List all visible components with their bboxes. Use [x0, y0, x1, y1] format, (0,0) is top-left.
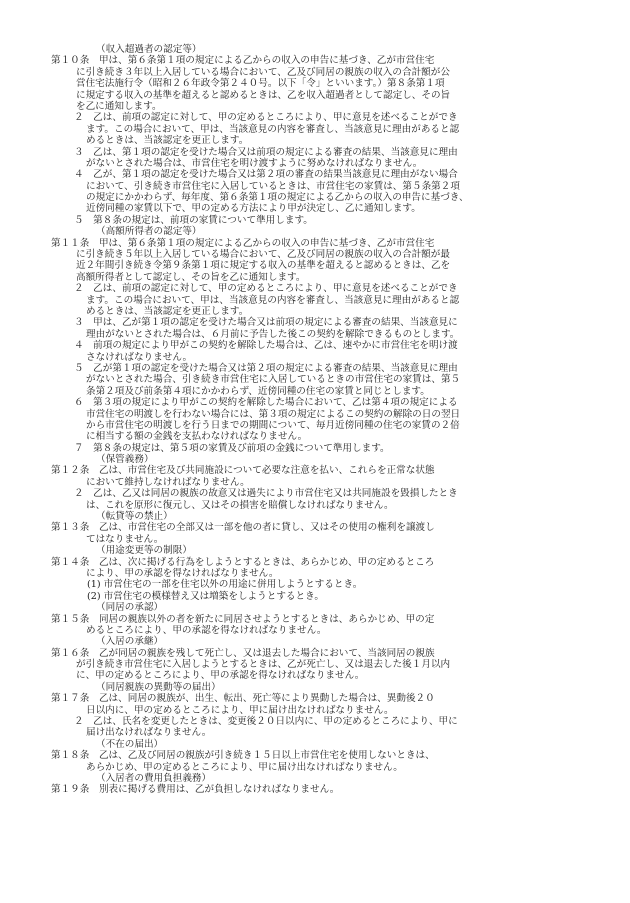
- continuation-line: において維持しなければなりません。: [86, 476, 250, 488]
- numbered-paragraph-line: ２ 乙は、乙又は同居の親族の故意又は過失により市営住宅又は共同施設を毀損したとき: [74, 488, 458, 500]
- continuation-line: てはなりません。: [86, 533, 164, 545]
- continuation-line: により、甲の承認を得なければなりません。: [86, 567, 279, 579]
- article-heading-line: 第１１条 甲は、第６条第１項の規定による乙からの収入の申告に基づき、乙が市営住宅: [51, 237, 435, 249]
- continuation-line: 届け出なければなりません。: [86, 727, 212, 739]
- numbered-paragraph-line: ４ 乙が、第１項の認定を受けた場合又は第２項の審査の結果当該意見に理由がない場合: [74, 169, 458, 181]
- continuation-line: に相当する額の金銭を支払わなければなりません。: [86, 431, 308, 443]
- continuation-line: さなければなりません。: [86, 351, 193, 363]
- article-caption: （入居者の費用負担義務）: [96, 773, 212, 784]
- text-line: に引き続き３年以上入居している場合において、乙及び同居の親族の収入の合計額が公: [76, 66, 450, 78]
- article-heading-line: 第１８条 乙は、乙及び同居の親族が引き続き１５日以上市営住宅を使用しないときは、: [51, 750, 435, 762]
- article-heading-line: 第１０条 甲は、第６条第１項の規定による乙からの収入の申告に基づき、乙が市営住宅: [51, 55, 435, 67]
- list-item: (2) 市営住宅の模様替え又は増築をしようとするとき。: [87, 590, 324, 602]
- numbered-paragraph-line: ４ 前項の規定により甲がこの契約を解除した場合は、乙は、速やかに市営住宅を明け渡: [74, 340, 458, 352]
- article-caption: （転貸等の禁止）: [96, 511, 173, 523]
- article-caption: （同居親族の異動等の届出）: [96, 681, 221, 693]
- continuation-line: がないとされた場合は、市営住宅を明け渡すように努めなければなりません。: [86, 157, 423, 169]
- continuation-line: めるところにより、甲の承認を得なければなりません。: [86, 624, 327, 636]
- continuation-line: ます。この場合において、甲は、当該意見の内容を審査し、当該意見に理由があると認: [86, 294, 460, 306]
- article-heading-line: 第１２条 乙は、市営住宅及び共同施設について必要な注意を払い、これらを正常な状態: [51, 465, 435, 477]
- numbered-paragraph-line: ２ 乙は、前項の認定に対して、甲の定めるところにより、甲に意見を述べることができ: [74, 283, 458, 295]
- numbered-paragraph-line: ３ 甲は、乙が第１項の認定を受けた場合又は前項の規定による審査の結果、当該意見に: [74, 317, 458, 329]
- article-heading-line: 第１９条 別表に掲げる費用は、乙が負担しなければなりません。: [51, 784, 340, 796]
- article-caption: （保管義務）: [96, 454, 154, 466]
- article-heading-line: 第１３条 乙は、市営住宅の全部又は一部を他の者に貸し、又はその使用の権利を譲渡し: [51, 522, 435, 534]
- continuation-line: あらかじめ、甲の定めるところにより、甲に届け出なければなりません。: [86, 761, 403, 773]
- text-line: に引き続き５年以上入居している場合において、乙及び同居の親族の収入の合計額が最: [76, 249, 450, 261]
- text-line: に規定する収入の基準を超えると認めるときは、乙を収入超過者として認定し、その旨: [76, 89, 451, 101]
- continuation-line: は、これを原形に復元し、又はその損害を賠償しなければなりません。: [86, 499, 394, 511]
- text-line: 高額所得者として認定し、その旨を乙に通知します。: [76, 271, 306, 283]
- contract-document-body: [51, 44, 558, 796]
- continuation-line: めるときは、当該認定を更正します。: [86, 305, 249, 317]
- article-caption: （同居の承認）: [96, 602, 164, 614]
- continuation-line: の規定にかかわらず、毎年度、第６条第１項の規定による乙からの収入の申告に基づき、: [86, 192, 469, 204]
- numbered-paragraph-line: ７ 第８条の規定は、第５項の家賃及び前項の金銭について準用します。: [74, 442, 390, 454]
- continuation-line: から市営住宅の明渡しを行う日までの期間について、毎月近傍同種の住宅の家賃の２倍: [86, 419, 460, 431]
- article-caption: （不在の届出）: [96, 738, 164, 750]
- continuation-line: めるときは、当該認定を更正します。: [86, 135, 249, 147]
- continuation-line: がないとされた場合、引き続き市営住宅に入居しているときの市営住宅の家賃は、第５: [86, 374, 461, 386]
- text-line: を乙に通知します。: [76, 100, 162, 112]
- text-line: 近２年間引き続き令第９条第１項に規定する収入の基準を超えると認めるときは、乙を: [76, 260, 451, 272]
- list-item: (1) 市営住宅の一部を住宅以外の用途に併用しようとするとき。: [87, 579, 363, 591]
- continuation-line: 市営住宅の明渡しを行わない場合には、第３項の規定によるこの契約の解除の日の翌日: [86, 408, 461, 420]
- article-heading-line: 第１６条 乙が同居の親族を残して死亡し、又は退去した場合において、当該同居の親族: [51, 647, 435, 659]
- article-caption: （用途変更等の制限）: [96, 545, 192, 557]
- article-heading-line: 第１４条 乙は、次に掲げる行為をしようとするときは、あらかじめ、甲の定めるところ: [51, 556, 435, 568]
- numbered-paragraph-line: ５ 乙が第１項の認定を受けた場合又は第２項の規定による審査の結果、当該意見に理由: [74, 362, 458, 374]
- text-line: 営住宅法施行令（昭和２６年政令第２４０号。以下「令」といいます。）第８条第１項: [76, 78, 445, 90]
- numbered-paragraph-line: ５ 第８条の規定は、前項の家賃について準用します。: [74, 214, 313, 226]
- numbered-paragraph-line: ２ 乙は、氏名を変更したときは、変更後２０日以内に、甲の定めるところにより、甲に: [74, 716, 458, 728]
- article-caption: （収入超過者の認定等）: [96, 44, 202, 55]
- article-heading-line: 第１５条 同居の親族以外の者を新たに同居させようとするときは、あらかじめ、甲の定: [51, 613, 435, 625]
- continuation-line: ます。この場合において、甲は、当該意見の内容を審査し、当該意見に理由があると認: [86, 123, 460, 135]
- continuation-line: 条第２項及び前条第４項にかかわらず、近傍同種の住宅の家賃と同じとします。: [86, 385, 430, 397]
- article-heading-line: 第１７条 乙は、同居の親族が、出生、転出、死亡等により異動した場合は、異動後２０: [51, 693, 435, 705]
- article-caption: （入居の承継）: [96, 636, 164, 648]
- numbered-paragraph-line: ３ 乙は、第１項の認定を受けた場合又は前項の規定による審査の結果、当該意見に理由: [74, 146, 458, 158]
- continuation-line: 日以内に、甲の定めるところにより、甲に届け出なければなりません。: [86, 704, 394, 716]
- continuation-line: 理由がないとされた場合は、６月前に予告した後この契約を解除できるものとします。: [86, 328, 460, 340]
- text-line: に、甲の定めるところにより、甲の承認を得なければなりません。: [76, 670, 365, 682]
- numbered-paragraph-line: ６ 第３項の規定により甲がこの契約を解除した場合において、乙は第４項の規定による: [74, 397, 458, 409]
- text-line: が引き続き市営住宅に入居しようとするときは、乙が死亡し、又は退去した後１月以内: [76, 659, 451, 671]
- continuation-line: 近傍同種の家賃以下で、甲の定める方法により甲が決定し、乙に通知します。: [86, 203, 421, 215]
- continuation-line: において、引き続き市営住宅に入居しているときは、市営住宅の家賃は、第５条第２項: [86, 180, 460, 192]
- numbered-paragraph-line: ２ 乙は、前項の認定に対して、甲の定めるところにより、甲に意見を述べることができ: [74, 112, 458, 124]
- article-caption: （高額所得者の認定等）: [96, 226, 202, 238]
